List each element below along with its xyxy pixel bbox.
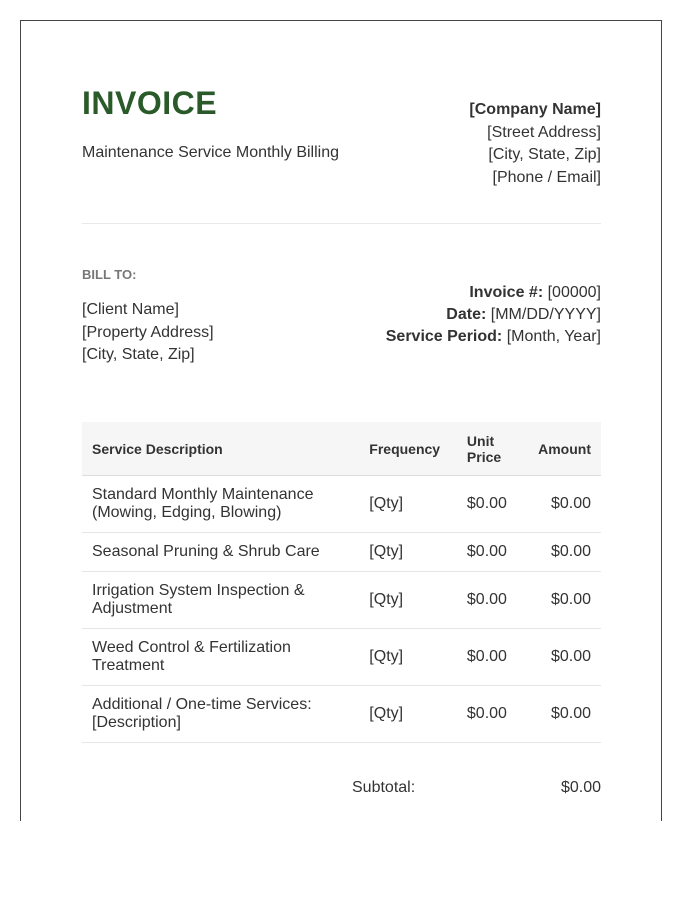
table-row [82,533,601,572]
row-frequency: [Qty] [359,629,457,686]
invoice-date-label: Date: [446,306,487,323]
invoice-number-label: Invoice #: [469,284,544,301]
header-frequency: Frequency [359,422,457,476]
row-amount: $0.00 [521,533,601,572]
company-street: [Street Address] [487,123,601,141]
invoice-date-line [386,304,601,326]
row-frequency: [Qty] [359,476,457,533]
client-city: [City, State, Zip] [82,346,195,363]
table-row [82,629,601,686]
row-description: Irrigation System Inspection & Adjustment [82,572,359,629]
table-header-row [82,422,601,476]
table-row [82,476,601,533]
header-amount: Amount [521,422,601,476]
row-description: Additional / One-time Services: [Description] [82,686,359,743]
row-amount: $0.00 [521,629,601,686]
service-period-label: Service Period: [385,328,503,345]
table-row [82,686,601,743]
row-unit-price: $0.00 [457,572,522,629]
invoice-date-value: [MM/DD/YYYY] [490,306,601,323]
subtotal-value: $0.00 [560,779,601,796]
row-amount: $0.00 [521,686,601,743]
subtotal-label: Subtotal: [352,779,416,796]
row-description: Seasonal Pruning & Shrub Care [82,533,359,572]
row-frequency: [Qty] [359,533,457,572]
row-amount: $0.00 [521,572,601,629]
row-unit-price: $0.00 [457,629,522,686]
header-unit-price: Unit Price [457,422,522,476]
company-contact: [Phone / Email] [492,168,601,186]
bill-to-label: BILL TO: [82,267,137,282]
service-period-line [386,326,601,348]
table-row [82,572,601,629]
invoice-page [20,20,662,821]
invoice-number-line [386,282,601,304]
row-unit-price: $0.00 [457,533,522,572]
row-description: Standard Monthly Maintenance (Mowing, Edging, Blowing) [82,476,359,533]
client-property: [Property Address] [82,323,214,341]
row-unit-price: $0.00 [457,686,522,743]
row-amount: $0.00 [521,476,601,533]
row-unit-price: $0.00 [457,476,522,533]
row-description: Weed Control & Fertilization Treatment [82,629,359,686]
company-info [469,99,601,189]
row-frequency: [Qty] [359,572,457,629]
invoice-title: INVOICE [82,85,218,121]
service-table [82,422,601,743]
invoice-subtitle: Maintenance Service Monthly Billing [82,144,340,161]
client-info [82,299,214,367]
company-name: [Company Name] [469,101,601,118]
client-name: [Client Name] [82,301,179,318]
header-divider [82,223,601,224]
company-city: [City, State, Zip] [488,146,601,163]
service-period-value: [Month, Year] [506,328,601,345]
row-frequency: [Qty] [359,686,457,743]
invoice-number-value: [00000] [547,284,601,301]
header-description: Service Description [82,422,359,476]
invoice-meta [386,282,601,348]
